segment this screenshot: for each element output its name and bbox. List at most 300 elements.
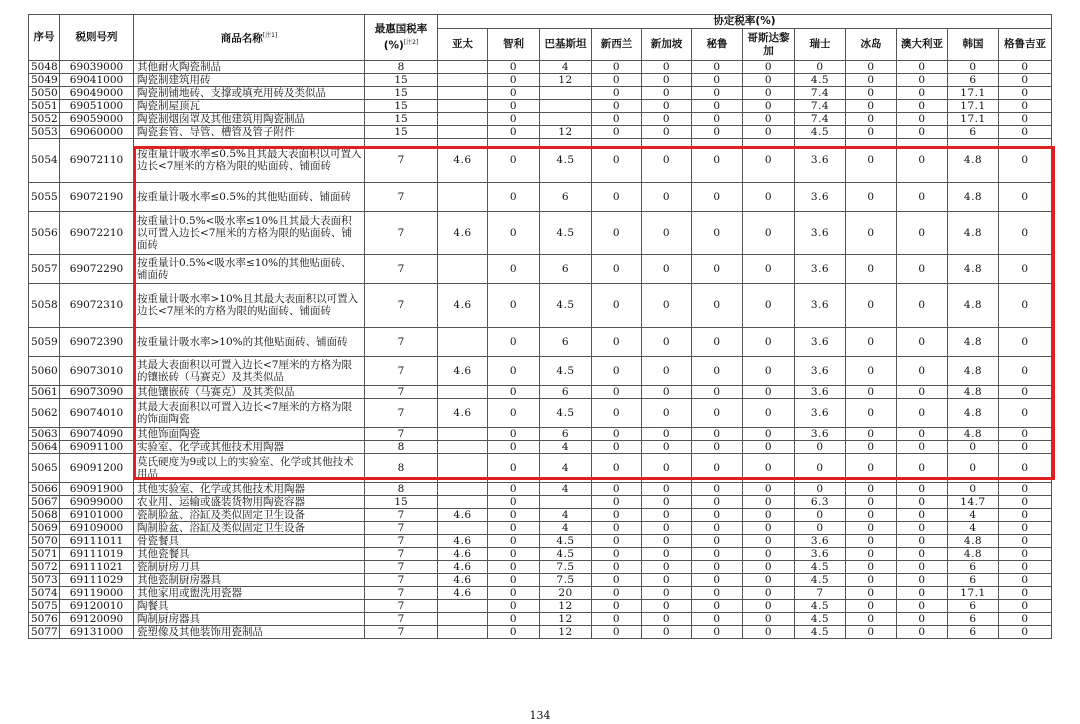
cell-rate: 0 (592, 139, 642, 183)
cell-mfn: 8 (365, 61, 438, 74)
cell-rate: 3.6 (795, 398, 846, 427)
cell-seq: 5069 (29, 521, 60, 534)
cell-rate: 0 (743, 612, 795, 625)
cell-rate: 0 (999, 74, 1052, 87)
cell-rate: 0 (999, 61, 1052, 74)
cell-rate: 4.8 (948, 211, 999, 255)
cell-seq: 5060 (29, 356, 60, 385)
cell-rate: 0 (897, 356, 948, 385)
cell-rate: 0 (642, 255, 692, 284)
cell-rate: 0 (592, 482, 642, 495)
table-row (29, 126, 1052, 139)
cell-rate: 0 (743, 573, 795, 586)
cell-rate: 4.6 (438, 211, 488, 255)
cell-rate: 0 (999, 508, 1052, 521)
cell-rate: 0 (592, 612, 642, 625)
cell-rate: 0 (592, 398, 642, 427)
cell-rate: 0 (692, 139, 743, 183)
table-row (29, 521, 1052, 534)
cell-rate: 0 (692, 521, 743, 534)
cell-code: 69091200 (60, 453, 134, 482)
cell-rate: 0 (592, 573, 642, 586)
cell-rate: 0 (743, 139, 795, 183)
cell-rate: 0 (642, 508, 692, 521)
cell-rate: 0 (692, 625, 743, 638)
cell-rate: 0 (846, 573, 897, 586)
cell-rate: 0 (846, 547, 897, 560)
header-country: 智利 (488, 29, 540, 61)
cell-rate: 0 (999, 182, 1052, 211)
cell-rate (438, 440, 488, 453)
cell-mfn: 15 (365, 126, 438, 139)
cell-rate: 0 (743, 87, 795, 100)
header-code: 税则号列 (60, 15, 134, 61)
cell-rate: 0 (488, 385, 540, 398)
cell-rate: 0 (692, 495, 743, 508)
header-country: 澳大利亚 (897, 29, 948, 61)
cell-code: 69091900 (60, 482, 134, 495)
cell-rate: 0 (743, 560, 795, 573)
header-country: 亚太 (438, 29, 488, 61)
cell-rate: 0 (846, 427, 897, 440)
cell-rate: 0 (692, 211, 743, 255)
cell-mfn: 7 (365, 211, 438, 255)
cell-name: 陶制厨房器具 (134, 612, 365, 625)
cell-mfn: 7 (365, 385, 438, 398)
cell-rate: 3.6 (795, 182, 846, 211)
header-mfn-note: [注2] (403, 38, 419, 46)
cell-rate: 0 (897, 625, 948, 638)
cell-rate: 0 (642, 453, 692, 482)
table-row (29, 625, 1052, 638)
cell-rate: 0 (743, 356, 795, 385)
cell-mfn: 7 (365, 599, 438, 612)
header-country: 哥斯达黎加 (743, 29, 795, 61)
cell-rate: 0 (692, 356, 743, 385)
cell-rate: 0 (897, 139, 948, 183)
cell-name: 陶瓷制屋顶瓦 (134, 100, 365, 113)
cell-rate: 6 (540, 385, 592, 398)
cell-rate: 0 (846, 74, 897, 87)
cell-code: 69049000 (60, 87, 134, 100)
cell-rate: 4.6 (438, 284, 488, 328)
cell-rate: 0 (642, 547, 692, 560)
cell-rate: 0 (592, 182, 642, 211)
cell-rate: 4.6 (438, 356, 488, 385)
cell-code: 69074090 (60, 427, 134, 440)
cell-rate: 4.5 (540, 284, 592, 328)
cell-rate: 4.5 (540, 547, 592, 560)
cell-rate: 0 (897, 547, 948, 560)
cell-rate: 0 (642, 284, 692, 328)
table-row (29, 61, 1052, 74)
cell-rate: 0 (999, 495, 1052, 508)
table-row (29, 356, 1052, 385)
table-row (29, 113, 1052, 126)
cell-name: 其他耐火陶瓷制品 (134, 61, 365, 74)
cell-rate: 4 (540, 521, 592, 534)
cell-rate: 4.8 (948, 547, 999, 560)
table-row (29, 560, 1052, 573)
cell-rate: 0 (897, 385, 948, 398)
cell-rate: 0 (692, 427, 743, 440)
cell-name: 按重量计吸水率>10%且其最大表面积以可置入边长<7厘米的方格为限的贴面砖、铺面砖 (134, 284, 365, 328)
cell-rate: 4.5 (795, 625, 846, 638)
cell-seq: 5056 (29, 211, 60, 255)
cell-rate: 0 (488, 586, 540, 599)
cell-rate: 6 (948, 573, 999, 586)
cell-rate: 0 (692, 113, 743, 126)
header-country: 瑞士 (795, 29, 846, 61)
header-country: 新西兰 (592, 29, 642, 61)
cell-code: 69120010 (60, 599, 134, 612)
cell-rate: 4.8 (948, 385, 999, 398)
cell-mfn: 8 (365, 482, 438, 495)
cell-rate: 0 (743, 100, 795, 113)
cell-rate: 0 (488, 440, 540, 453)
cell-rate: 0 (846, 534, 897, 547)
cell-mfn: 15 (365, 100, 438, 113)
cell-seq: 5074 (29, 586, 60, 599)
cell-rate: 0 (795, 521, 846, 534)
cell-name: 瓷塑像及其他装饰用瓷制品 (134, 625, 365, 638)
cell-rate: 0 (692, 327, 743, 356)
cell-seq: 5057 (29, 255, 60, 284)
header-country: 冰岛 (846, 29, 897, 61)
cell-seq: 5075 (29, 599, 60, 612)
cell-rate: 0 (743, 74, 795, 87)
table-row (29, 427, 1052, 440)
cell-rate: 7.5 (540, 560, 592, 573)
table-row (29, 495, 1052, 508)
cell-rate: 0 (692, 560, 743, 573)
cell-rate: 0 (846, 100, 897, 113)
table-row (29, 599, 1052, 612)
cell-rate: 0 (897, 211, 948, 255)
cell-rate: 0 (999, 482, 1052, 495)
cell-rate: 0 (846, 126, 897, 139)
cell-rate: 0 (846, 385, 897, 398)
cell-mfn: 7 (365, 284, 438, 328)
cell-rate: 0 (692, 534, 743, 547)
cell-code: 69111029 (60, 573, 134, 586)
cell-name: 莫氏硬度为9或以上的实验室、化学或其他技术用品 (134, 453, 365, 482)
cell-rate: 0 (897, 440, 948, 453)
cell-rate: 0 (592, 100, 642, 113)
cell-rate: 0 (692, 74, 743, 87)
cell-rate: 0 (743, 327, 795, 356)
cell-rate: 3.6 (795, 211, 846, 255)
cell-rate: 0 (592, 61, 642, 74)
cell-seq: 5066 (29, 482, 60, 495)
cell-seq: 5065 (29, 453, 60, 482)
cell-rate: 4.8 (948, 139, 999, 183)
cell-rate: 6 (540, 255, 592, 284)
table-row (29, 586, 1052, 599)
cell-mfn: 7 (365, 427, 438, 440)
cell-code: 69051000 (60, 100, 134, 113)
cell-mfn: 7 (365, 586, 438, 599)
cell-rate: 0 (642, 398, 692, 427)
cell-seq: 5048 (29, 61, 60, 74)
cell-name: 陶瓷制建筑用砖 (134, 74, 365, 87)
cell-seq: 5063 (29, 427, 60, 440)
table-row (29, 453, 1052, 482)
cell-rate: 0 (488, 573, 540, 586)
cell-name: 实验室、化学或其他技术用陶器 (134, 440, 365, 453)
header-country: 秘鲁 (692, 29, 743, 61)
table-row (29, 211, 1052, 255)
cell-rate: 0 (642, 440, 692, 453)
cell-rate: 4.8 (948, 327, 999, 356)
cell-code: 69072190 (60, 182, 134, 211)
cell-rate: 0 (743, 182, 795, 211)
table-row (29, 508, 1052, 521)
cell-rate: 0 (642, 139, 692, 183)
cell-rate: 4.8 (948, 255, 999, 284)
cell-mfn: 7 (365, 625, 438, 638)
cell-rate: 17.1 (948, 87, 999, 100)
cell-seq: 5062 (29, 398, 60, 427)
cell-code: 69039000 (60, 61, 134, 74)
cell-mfn: 7 (365, 255, 438, 284)
cell-rate: 0 (999, 100, 1052, 113)
cell-rate: 4 (948, 508, 999, 521)
cell-rate: 0 (743, 61, 795, 74)
cell-rate: 0 (642, 61, 692, 74)
cell-name: 陶瓷制烟囱罩及其他建筑用陶瓷制品 (134, 113, 365, 126)
cell-rate: 0 (897, 534, 948, 547)
cell-rate: 0 (846, 495, 897, 508)
cell-rate: 0 (743, 625, 795, 638)
cell-rate: 14.7 (948, 495, 999, 508)
cell-rate (540, 87, 592, 100)
cell-rate: 0 (846, 139, 897, 183)
cell-rate: 0 (488, 255, 540, 284)
cell-mfn: 7 (365, 398, 438, 427)
cell-rate: 0 (999, 255, 1052, 284)
cell-rate: 0 (488, 211, 540, 255)
cell-rate: 0 (846, 255, 897, 284)
cell-rate: 4.5 (795, 126, 846, 139)
cell-code: 69111011 (60, 534, 134, 547)
cell-seq: 5076 (29, 612, 60, 625)
cell-rate: 6.3 (795, 495, 846, 508)
cell-code: 69119000 (60, 586, 134, 599)
cell-name: 瓷制厨房刀具 (134, 560, 365, 573)
cell-rate: 0 (743, 586, 795, 599)
cell-rate: 4 (540, 453, 592, 482)
cell-rate: 0 (999, 534, 1052, 547)
header-name: 商品名称[注1] (134, 15, 365, 61)
cell-mfn: 7 (365, 573, 438, 586)
cell-rate: 0 (488, 356, 540, 385)
cell-rate: 4.8 (948, 284, 999, 328)
cell-rate: 0 (999, 139, 1052, 183)
table-row (29, 139, 1052, 183)
table-row (29, 284, 1052, 328)
cell-rate: 7.4 (795, 100, 846, 113)
cell-rate: 0 (488, 453, 540, 482)
cell-rate (438, 612, 488, 625)
cell-rate: 0 (795, 453, 846, 482)
cell-rate: 0 (592, 327, 642, 356)
cell-rate: 0 (897, 113, 948, 126)
cell-name: 其他镶嵌砖（马赛克）及其类似品 (134, 385, 365, 398)
table-row (29, 398, 1052, 427)
cell-rate: 0 (488, 612, 540, 625)
cell-rate: 0 (592, 560, 642, 573)
cell-name: 按重量计0.5%<吸水率≤10%且其最大表面积以可置入边长<7厘米的方格为限的贴面砖、铺面砖 (134, 211, 365, 255)
cell-rate: 7 (795, 586, 846, 599)
cell-name: 其他饰面陶瓷 (134, 427, 365, 440)
cell-rate (438, 625, 488, 638)
cell-rate: 17.1 (948, 113, 999, 126)
cell-rate: 0 (999, 560, 1052, 573)
cell-rate: 4.8 (948, 398, 999, 427)
cell-rate: 6 (540, 327, 592, 356)
cell-rate: 0 (743, 385, 795, 398)
cell-rate: 4.6 (438, 573, 488, 586)
cell-rate (438, 482, 488, 495)
header-country: 格鲁吉亚 (999, 29, 1052, 61)
cell-rate (438, 100, 488, 113)
cell-rate: 0 (592, 586, 642, 599)
cell-mfn: 7 (365, 560, 438, 573)
cell-rate: 4.5 (795, 560, 846, 573)
cell-rate: 6 (948, 599, 999, 612)
cell-rate: 0 (897, 521, 948, 534)
cell-rate: 12 (540, 126, 592, 139)
cell-rate: 0 (692, 255, 743, 284)
cell-rate: 0 (846, 625, 897, 638)
cell-rate: 6 (948, 560, 999, 573)
cell-rate: 0 (642, 560, 692, 573)
cell-rate: 0 (642, 113, 692, 126)
cell-rate: 0 (488, 482, 540, 495)
cell-rate: 4.5 (540, 534, 592, 547)
cell-rate: 12 (540, 599, 592, 612)
cell-rate: 0 (592, 625, 642, 638)
header-mfn: 最惠国税率 (%)[注2] (365, 15, 438, 61)
cell-rate (438, 182, 488, 211)
cell-rate: 0 (743, 495, 795, 508)
cell-code: 69041000 (60, 74, 134, 87)
header-country: 新加坡 (642, 29, 692, 61)
cell-rate: 4.5 (795, 599, 846, 612)
cell-name: 陶制脸盆、浴缸及类似固定卫生设备 (134, 521, 365, 534)
cell-code: 69060000 (60, 126, 134, 139)
cell-rate: 0 (897, 87, 948, 100)
cell-rate: 0 (897, 495, 948, 508)
cell-name: 陶瓷制铺地砖、支撑或填充用砖及类似品 (134, 87, 365, 100)
cell-rate: 0 (999, 87, 1052, 100)
cell-rate: 3.6 (795, 534, 846, 547)
cell-seq: 5051 (29, 100, 60, 113)
cell-rate: 4.5 (795, 74, 846, 87)
cell-code: 69072110 (60, 139, 134, 183)
cell-rate: 0 (795, 61, 846, 74)
cell-rate: 0 (948, 482, 999, 495)
header-country: 韩国 (948, 29, 999, 61)
cell-rate: 0 (846, 327, 897, 356)
cell-rate: 0 (743, 482, 795, 495)
cell-rate: 0 (846, 440, 897, 453)
cell-rate: 0 (846, 356, 897, 385)
cell-rate: 0 (692, 586, 743, 599)
cell-rate: 6 (948, 126, 999, 139)
cell-seq: 5073 (29, 573, 60, 586)
cell-rate: 0 (642, 100, 692, 113)
cell-rate: 0 (999, 521, 1052, 534)
table-row (29, 327, 1052, 356)
cell-rate: 0 (897, 560, 948, 573)
cell-rate: 0 (692, 440, 743, 453)
cell-rate: 0 (488, 534, 540, 547)
cell-rate: 0 (743, 211, 795, 255)
cell-rate: 0 (999, 625, 1052, 638)
cell-rate: 0 (592, 255, 642, 284)
cell-rate (438, 599, 488, 612)
cell-rate: 0 (846, 87, 897, 100)
cell-rate: 0 (592, 440, 642, 453)
cell-rate: 4.6 (438, 139, 488, 183)
cell-rate: 6 (948, 74, 999, 87)
cell-rate: 0 (948, 440, 999, 453)
cell-rate (438, 427, 488, 440)
cell-rate: 7.5 (540, 573, 592, 586)
cell-rate (438, 521, 488, 534)
cell-rate: 0 (999, 126, 1052, 139)
cell-rate: 0 (592, 87, 642, 100)
cell-rate: 4.5 (540, 211, 592, 255)
table-row (29, 547, 1052, 560)
cell-rate: 0 (488, 599, 540, 612)
cell-rate: 0 (488, 495, 540, 508)
cell-rate: 0 (897, 126, 948, 139)
cell-code: 69109000 (60, 521, 134, 534)
cell-name: 其他瓷制厨房器具 (134, 573, 365, 586)
cell-rate: 0 (999, 211, 1052, 255)
cell-rate: 0 (692, 182, 743, 211)
cell-rate: 0 (642, 625, 692, 638)
cell-rate: 0 (488, 547, 540, 560)
cell-name: 其最大表面积以可置入边长<7厘米的方格为限的饰面陶瓷 (134, 398, 365, 427)
cell-rate: 0 (897, 284, 948, 328)
cell-rate: 0 (897, 427, 948, 440)
cell-rate: 0 (743, 534, 795, 547)
cell-rate: 4.8 (948, 427, 999, 440)
cell-seq: 5067 (29, 495, 60, 508)
cell-code: 69120090 (60, 612, 134, 625)
cell-rate: 0 (897, 398, 948, 427)
cell-rate: 0 (592, 385, 642, 398)
cell-seq: 5054 (29, 139, 60, 183)
cell-seq: 5070 (29, 534, 60, 547)
cell-mfn: 7 (365, 547, 438, 560)
cell-rate: 0 (846, 560, 897, 573)
cell-rate: 4.5 (795, 612, 846, 625)
cell-rate: 0 (592, 508, 642, 521)
cell-rate: 0 (999, 113, 1052, 126)
cell-name: 按重量计0.5%<吸水率≤10%的其他贴面砖、铺面砖 (134, 255, 365, 284)
cell-rate: 0 (897, 74, 948, 87)
cell-mfn: 15 (365, 74, 438, 87)
cell-rate: 0 (488, 284, 540, 328)
cell-rate: 0 (999, 586, 1052, 599)
table-row (29, 74, 1052, 87)
header-agreement: 协定税率(%) (438, 15, 1052, 29)
